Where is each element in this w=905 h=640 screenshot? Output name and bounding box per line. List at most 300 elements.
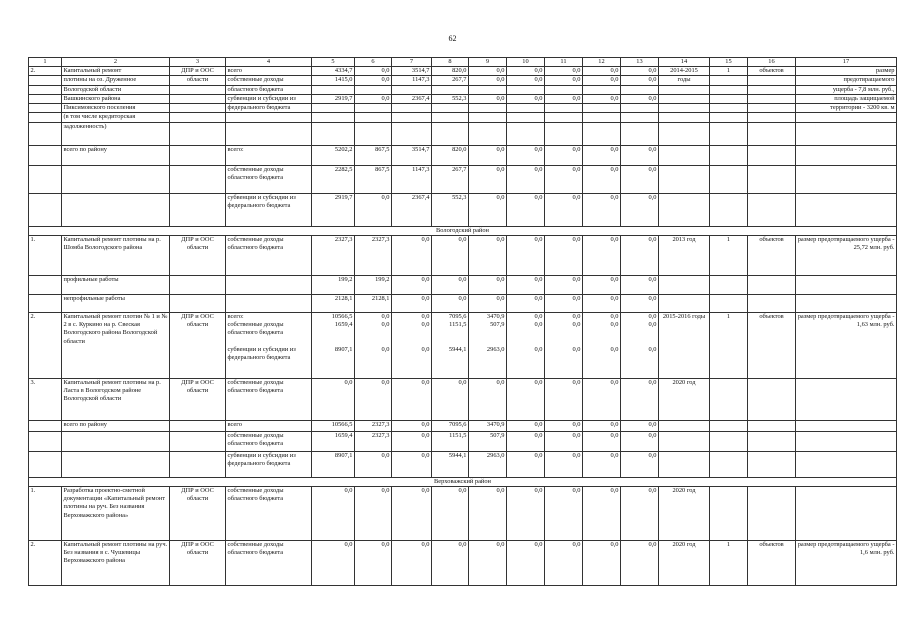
table-cell: 0,0 bbox=[583, 275, 621, 294]
table-cell: 0,0 bbox=[355, 67, 392, 76]
table-cell bbox=[710, 122, 748, 145]
table-cell: 2327,3 bbox=[355, 420, 392, 431]
table-cell bbox=[748, 275, 796, 294]
header-cell: 7 bbox=[392, 58, 432, 67]
table-cell: 1659,4 bbox=[312, 431, 355, 451]
table-cell: 0,0 bbox=[507, 420, 545, 431]
table-cell: (в том числе кредиторская bbox=[62, 113, 170, 122]
table-cell: 0,0 bbox=[507, 94, 545, 103]
table-cell: 820,0 bbox=[432, 67, 469, 76]
table-cell: 0,0 bbox=[545, 94, 583, 103]
page-number: 62 bbox=[448, 34, 457, 43]
table-cell: всего: bbox=[226, 145, 312, 165]
table-cell bbox=[748, 294, 796, 312]
table-cell bbox=[710, 165, 748, 193]
table-cell: 0,0 bbox=[392, 420, 432, 431]
table-cell: 0,0 bbox=[545, 76, 583, 85]
table-cell: всего: собственные доходы областного бюджета субвенции и субсидии из федерального бюджета bbox=[226, 312, 312, 378]
table-cell: 0,0 bbox=[545, 486, 583, 540]
table-cell: 0,0 bbox=[355, 378, 392, 420]
table-cell bbox=[710, 145, 748, 165]
table-row bbox=[29, 540, 897, 585]
table-cell: 0,0 bbox=[507, 275, 545, 294]
table-cell: 10566,5 bbox=[312, 420, 355, 431]
table-cell: 3514,7 bbox=[392, 145, 432, 165]
table-cell: 0,0 bbox=[469, 275, 507, 294]
table-cell: 0,0 bbox=[621, 431, 659, 451]
table-cell: 0,0 bbox=[545, 540, 583, 585]
table-cell bbox=[226, 113, 312, 122]
table-cell: 0,0 bbox=[469, 486, 507, 540]
table-cell bbox=[469, 85, 507, 94]
table-cell: 0,0 bbox=[621, 94, 659, 103]
table-cell bbox=[62, 431, 170, 451]
table-cell: 0,0 bbox=[392, 540, 432, 585]
table-cell: 0,0 bbox=[392, 486, 432, 540]
table-cell: 0,0 bbox=[621, 145, 659, 165]
table-cell: ущерба - 7,8 млн. руб., bbox=[796, 85, 897, 94]
table-cell: 0,0 bbox=[583, 378, 621, 420]
table-cell: объектов bbox=[748, 540, 796, 585]
table-cell: 0,0 bbox=[507, 145, 545, 165]
table-cell bbox=[62, 165, 170, 193]
table-cell: 0,0 bbox=[507, 540, 545, 585]
header-cell: 2 bbox=[62, 58, 170, 67]
table-row bbox=[29, 85, 897, 94]
table-cell: Вашкинского района bbox=[62, 94, 170, 103]
table-cell: 0,0 0,0 0,0 bbox=[583, 312, 621, 378]
table-cell: 0,0 bbox=[583, 294, 621, 312]
table-cell bbox=[748, 85, 796, 94]
table-cell bbox=[796, 431, 897, 451]
table-cell bbox=[710, 431, 748, 451]
table-cell bbox=[710, 104, 748, 113]
table-cell: 0,0 bbox=[621, 275, 659, 294]
table-cell: области bbox=[170, 76, 226, 85]
table-cell bbox=[355, 104, 392, 113]
table-cell: 0,0 bbox=[355, 193, 392, 226]
table-cell: 5944,1 bbox=[432, 451, 469, 477]
table-cell bbox=[583, 122, 621, 145]
table-cell: 0,0 bbox=[469, 76, 507, 85]
table-cell: 0,0 bbox=[469, 67, 507, 76]
table-cell: собственные доходы областного бюджета bbox=[226, 486, 312, 540]
table-cell: 0,0 bbox=[469, 165, 507, 193]
table-cell bbox=[659, 122, 710, 145]
table-row bbox=[29, 431, 897, 451]
table-cell bbox=[29, 165, 62, 193]
table-cell bbox=[170, 113, 226, 122]
table-cell: всего по району bbox=[62, 420, 170, 431]
header-cell: 13 bbox=[621, 58, 659, 67]
table-cell bbox=[545, 85, 583, 94]
table-cell bbox=[796, 420, 897, 431]
table-row bbox=[29, 294, 897, 312]
header-cell: 5 bbox=[312, 58, 355, 67]
header-cell: 1 bbox=[29, 58, 62, 67]
table-cell bbox=[621, 104, 659, 113]
table-cell bbox=[507, 104, 545, 113]
table-cell: 2. bbox=[29, 312, 62, 378]
table-row bbox=[29, 122, 897, 145]
table-cell: 2919,7 bbox=[312, 193, 355, 226]
table-cell bbox=[432, 113, 469, 122]
table-cell bbox=[710, 94, 748, 103]
table-cell: 7095,6 1151,5 5944,1 bbox=[432, 312, 469, 378]
table-cell bbox=[170, 122, 226, 145]
table-cell: 1147,3 bbox=[392, 165, 432, 193]
header-cell: 10 bbox=[507, 58, 545, 67]
table-cell: 0,0 bbox=[312, 378, 355, 420]
table-cell: 2367,4 bbox=[392, 193, 432, 226]
table-cell: профильные работы bbox=[62, 275, 170, 294]
table-cell: 0,0 bbox=[355, 540, 392, 585]
table-cell: 0,0 bbox=[355, 94, 392, 103]
table-cell bbox=[710, 420, 748, 431]
table-row bbox=[29, 275, 897, 294]
table-row bbox=[29, 312, 897, 378]
table-cell: 0,0 bbox=[392, 294, 432, 312]
table-cell bbox=[748, 431, 796, 451]
table-cell bbox=[170, 294, 226, 312]
table-cell: 0,0 bbox=[621, 451, 659, 477]
table-cell: 2020 год bbox=[659, 378, 710, 420]
table-cell bbox=[29, 122, 62, 145]
table-cell bbox=[312, 113, 355, 122]
table-cell: 267,7 bbox=[432, 165, 469, 193]
table-cell: 0,0 bbox=[432, 294, 469, 312]
table-cell bbox=[170, 193, 226, 226]
table-cell: 8907,1 bbox=[312, 451, 355, 477]
table-cell bbox=[29, 85, 62, 94]
table-cell bbox=[432, 104, 469, 113]
table-cell: задолженность) bbox=[62, 122, 170, 145]
table-cell bbox=[796, 486, 897, 540]
table-cell: 0,0 0,0 0,0 bbox=[621, 312, 659, 378]
table-cell: 0,0 bbox=[469, 235, 507, 275]
table-cell bbox=[170, 85, 226, 94]
table-cell: 0,0 bbox=[507, 76, 545, 85]
table-cell: Капитальный ремонт плотины на р. Ласта в Вологодском районе Вологодской области bbox=[62, 378, 170, 420]
table-cell: 2. bbox=[29, 540, 62, 585]
table-cell bbox=[312, 104, 355, 113]
table-cell bbox=[392, 113, 432, 122]
table-cell: собственные доходы областного бюджета bbox=[226, 165, 312, 193]
table-cell bbox=[312, 122, 355, 145]
table-cell: 0,0 bbox=[469, 378, 507, 420]
table-cell: 0,0 bbox=[545, 420, 583, 431]
table-cell: 0,0 bbox=[621, 165, 659, 193]
table-cell bbox=[748, 486, 796, 540]
table-cell bbox=[621, 122, 659, 145]
table-cell bbox=[29, 94, 62, 103]
table-cell: 1 bbox=[710, 67, 748, 76]
table-row bbox=[29, 378, 897, 420]
table-cell: Вологодской области bbox=[62, 85, 170, 94]
table-cell: 0,0 bbox=[355, 486, 392, 540]
table-cell: 0,0 bbox=[432, 275, 469, 294]
table-cell: 0,0 bbox=[583, 67, 621, 76]
table-cell bbox=[748, 104, 796, 113]
table-cell: 0,0 0,0 0,0 bbox=[507, 312, 545, 378]
table-cell: 0,0 bbox=[621, 294, 659, 312]
table-cell: 3470,9 bbox=[469, 420, 507, 431]
program-table bbox=[28, 57, 897, 586]
table-row bbox=[29, 67, 897, 76]
section-row bbox=[29, 226, 897, 235]
table-cell bbox=[312, 85, 355, 94]
table-cell bbox=[392, 122, 432, 145]
table-cell bbox=[659, 193, 710, 226]
table-cell: всего по району bbox=[62, 145, 170, 165]
table-cell bbox=[748, 76, 796, 85]
table-cell bbox=[659, 94, 710, 103]
table-cell: Капитальный ремонт плотины на р. Шомба Вологодского района bbox=[62, 235, 170, 275]
table-cell: 0,0 bbox=[545, 451, 583, 477]
table-cell bbox=[748, 145, 796, 165]
table-cell: 2. bbox=[29, 67, 62, 76]
table-cell: размер предотвращаемого ущерба - 25,72 млн. руб. bbox=[796, 235, 897, 275]
table-cell: 1147,3 bbox=[392, 76, 432, 85]
table-cell: 0,0 bbox=[507, 431, 545, 451]
table-cell: 0,0 bbox=[621, 193, 659, 226]
table-cell: 0,0 bbox=[583, 486, 621, 540]
table-cell: областного бюджета bbox=[226, 85, 312, 94]
table-cell: Разработка проектно-сметной документации «Капитальный ремонт плотины на руч. Без названия Верховажского района» bbox=[62, 486, 170, 540]
table-cell: предотвращаемого bbox=[796, 76, 897, 85]
table-cell bbox=[748, 378, 796, 420]
table-cell: всего bbox=[226, 67, 312, 76]
table-cell bbox=[355, 85, 392, 94]
table-cell: 0,0 bbox=[545, 431, 583, 451]
table-row bbox=[29, 165, 897, 193]
table-cell: 0,0 bbox=[392, 378, 432, 420]
table-cell bbox=[748, 94, 796, 103]
table-cell bbox=[507, 85, 545, 94]
table-row bbox=[29, 235, 897, 275]
table-cell: субвенции и субсидии из федерального бюджета bbox=[226, 193, 312, 226]
table-cell: 0,0 bbox=[355, 451, 392, 477]
table-cell bbox=[469, 104, 507, 113]
table-cell: ДПР и ООС области bbox=[170, 378, 226, 420]
table-cell bbox=[62, 193, 170, 226]
table-cell bbox=[29, 76, 62, 85]
table-cell bbox=[710, 275, 748, 294]
table-cell: 2327,3 bbox=[355, 431, 392, 451]
table-cell: 1 bbox=[710, 540, 748, 585]
table-cell bbox=[710, 113, 748, 122]
table-cell: Капитальный ремонт плотины на руч. Без названия в с. Чушевицы Верховажского района bbox=[62, 540, 170, 585]
table-cell: 2919,7 bbox=[312, 94, 355, 103]
table-cell bbox=[545, 122, 583, 145]
table-cell: 0,0 0,0 0,0 bbox=[355, 312, 392, 378]
table-cell: 0,0 bbox=[312, 540, 355, 585]
table-cell: 0,0 bbox=[583, 235, 621, 275]
table-cell bbox=[796, 165, 897, 193]
table-cell: субвенции и субсидии из bbox=[226, 94, 312, 103]
table-cell: 10566,5 1659,4 8907,1 bbox=[312, 312, 355, 378]
table-cell: 2128,1 bbox=[355, 294, 392, 312]
table-cell: 1. bbox=[29, 235, 62, 275]
table-cell bbox=[507, 122, 545, 145]
table-cell bbox=[710, 486, 748, 540]
table-cell bbox=[29, 420, 62, 431]
table-cell: 0,0 bbox=[583, 540, 621, 585]
table-cell: 2367,4 bbox=[392, 94, 432, 103]
table-cell bbox=[796, 193, 897, 226]
table-cell: 2020 год bbox=[659, 540, 710, 585]
table-cell bbox=[170, 431, 226, 451]
table-cell: 0,0 bbox=[621, 235, 659, 275]
table-cell: 0,0 bbox=[392, 275, 432, 294]
table-cell: Капитальный ремонт bbox=[62, 67, 170, 76]
table-cell: 1 bbox=[710, 235, 748, 275]
table-cell bbox=[170, 275, 226, 294]
table-cell: 1415,0 bbox=[312, 76, 355, 85]
table-cell bbox=[659, 104, 710, 113]
table-cell: 0,0 0,0 0,0 bbox=[545, 312, 583, 378]
table-cell bbox=[432, 85, 469, 94]
table-cell: 0,0 bbox=[432, 486, 469, 540]
table-cell bbox=[432, 122, 469, 145]
table-cell bbox=[710, 451, 748, 477]
header-cell: 6 bbox=[355, 58, 392, 67]
table-cell bbox=[748, 451, 796, 477]
table-cell: 0,0 bbox=[583, 165, 621, 193]
table-cell bbox=[748, 113, 796, 122]
table-cell: непрофильные работы bbox=[62, 294, 170, 312]
table-cell: 0,0 bbox=[545, 165, 583, 193]
table-cell bbox=[659, 85, 710, 94]
table-cell bbox=[796, 145, 897, 165]
table-cell bbox=[29, 275, 62, 294]
table-row bbox=[29, 486, 897, 540]
table-cell: 2015-2016 годы bbox=[659, 312, 710, 378]
header-cell: 12 bbox=[583, 58, 621, 67]
table-cell bbox=[545, 104, 583, 113]
table-cell bbox=[170, 451, 226, 477]
table-cell bbox=[392, 85, 432, 94]
table-cell: 0,0 bbox=[621, 378, 659, 420]
table-cell bbox=[545, 113, 583, 122]
table-cell bbox=[796, 122, 897, 145]
table-cell: федерального бюджета bbox=[226, 104, 312, 113]
table-cell: 0,0 bbox=[621, 540, 659, 585]
table-cell bbox=[355, 113, 392, 122]
table-cell bbox=[659, 294, 710, 312]
table-cell: 0,0 bbox=[545, 378, 583, 420]
table-cell: размер bbox=[796, 67, 897, 76]
header-cell: 3 bbox=[170, 58, 226, 67]
table-cell: 0,0 bbox=[469, 94, 507, 103]
table-cell: 0,0 bbox=[545, 193, 583, 226]
table-cell: 867,5 bbox=[355, 145, 392, 165]
table-cell: 0,0 bbox=[545, 67, 583, 76]
table-cell: 2020 год bbox=[659, 486, 710, 540]
table-cell bbox=[659, 275, 710, 294]
table-cell: ДПР и ООС области bbox=[170, 312, 226, 378]
table-cell: 0,0 bbox=[583, 94, 621, 103]
table-cell: 267,7 bbox=[432, 76, 469, 85]
table-cell: 2327,3 bbox=[312, 235, 355, 275]
table-cell: 0,0 bbox=[432, 540, 469, 585]
table-cell bbox=[710, 85, 748, 94]
table-row bbox=[29, 104, 897, 113]
table-cell bbox=[748, 193, 796, 226]
table-cell: 507,9 bbox=[469, 431, 507, 451]
header-row bbox=[29, 58, 897, 67]
table-cell: 0,0 bbox=[507, 67, 545, 76]
table-cell: 0,0 bbox=[583, 420, 621, 431]
table-cell: размер предотвращаемого ущерба - 1,63 млн. руб. bbox=[796, 312, 897, 378]
section-title: Вологодский район bbox=[29, 226, 897, 235]
table-cell: собственные доходы областного бюджета bbox=[226, 378, 312, 420]
table-cell: 552,3 bbox=[432, 193, 469, 226]
table-cell bbox=[29, 431, 62, 451]
table-cell: 7095,6 bbox=[432, 420, 469, 431]
table-cell: 4334,7 bbox=[312, 67, 355, 76]
table-cell bbox=[226, 294, 312, 312]
table-cell bbox=[29, 451, 62, 477]
header-cell: 17 bbox=[796, 58, 897, 67]
table-cell: 1. bbox=[29, 486, 62, 540]
header-cell: 16 bbox=[748, 58, 796, 67]
table-cell bbox=[659, 113, 710, 122]
table-cell: 0,0 bbox=[545, 235, 583, 275]
table-cell: ДПР и ООС области bbox=[170, 540, 226, 585]
table-cell bbox=[583, 113, 621, 122]
table-cell: 0,0 bbox=[507, 235, 545, 275]
table-row bbox=[29, 76, 897, 85]
table-cell: годы bbox=[659, 76, 710, 85]
table-cell: всего bbox=[226, 420, 312, 431]
table-cell: 0,0 bbox=[469, 540, 507, 585]
table-cell: 0,0 bbox=[507, 378, 545, 420]
table-cell bbox=[710, 193, 748, 226]
table-cell bbox=[29, 193, 62, 226]
table-cell: 0,0 bbox=[392, 235, 432, 275]
table-cell bbox=[659, 145, 710, 165]
table-cell bbox=[659, 165, 710, 193]
table-cell: Пиксимовского поселения bbox=[62, 104, 170, 113]
table-cell bbox=[583, 85, 621, 94]
table-cell: 820,0 bbox=[432, 145, 469, 165]
table-cell bbox=[796, 294, 897, 312]
table-cell: ДПР и ООС области bbox=[170, 486, 226, 540]
table-cell bbox=[507, 113, 545, 122]
table-cell: площадь защищаемой bbox=[796, 94, 897, 103]
table-cell: 0,0 bbox=[583, 431, 621, 451]
table-cell: 2963,0 bbox=[469, 451, 507, 477]
table-cell: 0,0 bbox=[621, 76, 659, 85]
table-cell bbox=[748, 420, 796, 431]
table-cell: 0,0 bbox=[312, 486, 355, 540]
table-cell: территории - 3200 кв. м bbox=[796, 104, 897, 113]
header-cell: 15 bbox=[710, 58, 748, 67]
table-cell bbox=[29, 104, 62, 113]
table-cell bbox=[469, 113, 507, 122]
table-cell bbox=[659, 431, 710, 451]
table-cell: 0,0 0,0 0,0 bbox=[392, 312, 432, 378]
header-cell: 11 bbox=[545, 58, 583, 67]
table-cell: 0,0 bbox=[621, 67, 659, 76]
table-cell bbox=[170, 145, 226, 165]
table-cell: субвенции и субсидии из федерального бюджета bbox=[226, 451, 312, 477]
table-cell: размер предотвращаемого ущерба - 1,6 млн. руб. bbox=[796, 540, 897, 585]
table-cell: 0,0 bbox=[507, 165, 545, 193]
table-cell bbox=[355, 122, 392, 145]
table-cell: 0,0 bbox=[469, 193, 507, 226]
